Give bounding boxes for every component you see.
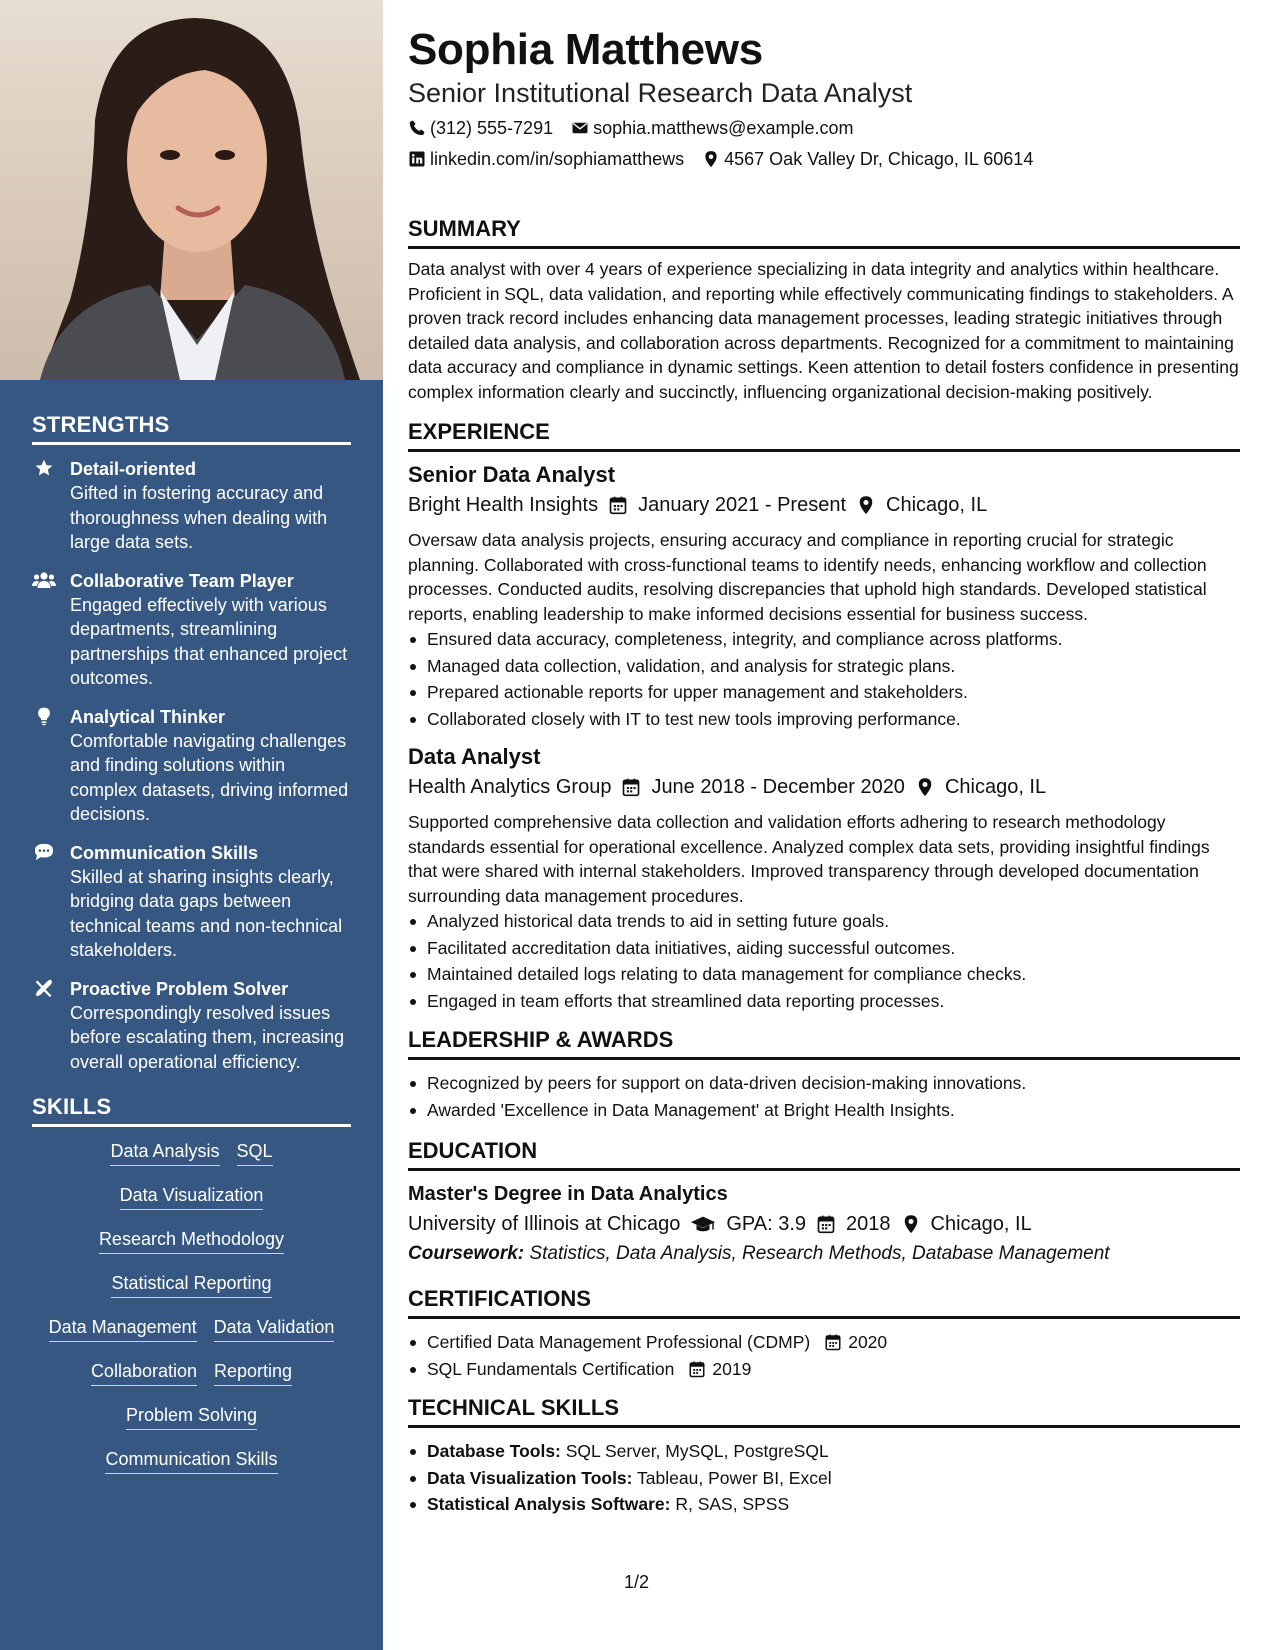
leadership-list xyxy=(408,1070,1240,1123)
strength-item xyxy=(32,841,351,963)
gpa-text: GPA: 3.9 xyxy=(726,1213,807,1235)
strength-item xyxy=(32,705,351,827)
technical-skill-label: Data Visualization Tools: xyxy=(427,1467,633,1488)
tools-icon xyxy=(32,978,56,998)
job-bullet: Engaged in team efforts that streamlined data reporting processes. xyxy=(408,988,1240,1015)
job-bullet: Prepared actionable reports for upper management and stakeholders. xyxy=(408,679,1240,706)
technical-skill-value: R, SAS, SPSS xyxy=(675,1494,790,1514)
users-icon xyxy=(32,570,56,590)
school-location: Chicago, IL xyxy=(930,1213,1032,1235)
job-description: Supported comprehensive data collection and validation efforts adhering to research methodology standards essential for operational excellence. Analyzed complex data sets, providing insightful findings that were shared with internal stakeholders. Improved transparency through developed documentation surrounding data management procedures. xyxy=(408,812,1210,906)
certifications-list xyxy=(408,1329,1240,1382)
strength-title: Proactive Problem Solver xyxy=(70,978,289,999)
calendar-icon xyxy=(816,1214,836,1234)
phone-text: (312) 555-7291 xyxy=(430,118,554,138)
coursework-label: Coursework: xyxy=(408,1243,525,1264)
phone-contact[interactable] xyxy=(408,114,553,142)
leadership-heading: LEADERSHIP & AWARDS xyxy=(408,1026,1240,1060)
summary-heading: SUMMARY xyxy=(408,215,1240,249)
linkedin-contact[interactable] xyxy=(408,145,684,173)
coursework xyxy=(408,1239,1240,1269)
technical-skill-value: Tableau, Power BI, Excel xyxy=(637,1467,832,1488)
strength-desc: Skilled at sharing insights clearly, bridging data gaps between technical teams and non-technical stakeholders. xyxy=(70,866,343,960)
phone-icon xyxy=(408,119,426,137)
technical-skill-value: SQL Server, MySQL, PostgreSQL xyxy=(565,1441,829,1461)
summary-text: Data analyst with over 4 years of experience specializing in data integrity and analytics within healthcare. Proficient in SQL, data validation, and reporting while effectively communicating findings to stakeholders. A proven track record includes enhancing data management processes, leading strategic initiatives through detailed data analysis, and collaboration across departments. Recognized for a commitment to maintaining data accuracy and compliance in dynamic settings. Keen attention to detail fosters confidence in presenting complex information clearly and succinctly, influencing organizational decision-making positively. xyxy=(408,259,1239,402)
graduation-cap-icon xyxy=(690,1214,716,1234)
page-number: 1/2 xyxy=(624,1572,650,1592)
job-bullet: Maintained detailed logs relating to data management for compliance checks. xyxy=(408,961,1240,988)
candidate-title: Senior Institutional Research Data Analyst xyxy=(408,78,913,108)
skill-tag: Data Validation xyxy=(214,1315,335,1342)
calendar-icon xyxy=(621,777,641,797)
certification-name: Certified Data Management Professional (CDMP) xyxy=(427,1332,811,1352)
skill-tag: Data Analysis xyxy=(110,1139,219,1166)
strength-desc: Comfortable navigating challenges and finding solutions within complex datasets, driving informed decisions. xyxy=(70,730,349,824)
star-icon xyxy=(32,458,56,478)
address-contact xyxy=(702,145,1033,173)
linkedin-icon xyxy=(408,150,426,168)
job-company: Health Analytics Group xyxy=(408,776,612,798)
job-bullet: Facilitated accreditation data initiatives, aiding successful outcomes. xyxy=(408,935,1240,962)
graduation-year: 2018 xyxy=(846,1213,891,1235)
strength-title: Detail-oriented xyxy=(70,459,197,479)
certifications-heading: CERTIFICATIONS xyxy=(408,1285,1240,1319)
strength-item xyxy=(32,569,351,691)
profile-photo xyxy=(0,0,383,380)
skill-tag: Statistical Reporting xyxy=(111,1271,271,1298)
strength-desc: Gifted in fostering accuracy and thoroughness when dealing with large data sets. xyxy=(70,483,328,552)
coursework-text: Statistics, Data Analysis, Research Methods, Database Management xyxy=(529,1243,1110,1264)
certification-name: SQL Fundamentals Certification xyxy=(427,1358,675,1379)
job-title: Senior Data Analyst xyxy=(408,462,616,487)
linkedin-text: linkedin.com/in/sophiamatthews xyxy=(430,149,685,169)
strength-title: Analytical Thinker xyxy=(70,706,226,727)
degree-title: Master's Degree in Data Analytics xyxy=(408,1183,728,1205)
strength-title: Communication Skills xyxy=(70,842,259,863)
strength-desc: Correspondingly resolved issues before escalating them, increasing overall operational efficiency. xyxy=(70,1002,345,1072)
strength-desc: Engaged effectively with various departments, streamlining partnerships that enhanced project outcomes. xyxy=(70,594,348,688)
job-bullet: Ensured data accuracy, completeness, integrity, and compliance across platforms. xyxy=(408,626,1240,653)
main-content xyxy=(408,24,1240,1518)
map-pin-icon xyxy=(901,1214,921,1234)
job-dates: January 2021 - Present xyxy=(638,494,847,516)
technical-skill-label: Statistical Analysis Software: xyxy=(427,1494,671,1514)
strengths-heading: STRENGTHS xyxy=(32,412,351,445)
technical-skill-item xyxy=(408,1438,1240,1465)
job-dates: June 2018 - December 2020 xyxy=(651,776,905,798)
job-entry xyxy=(408,460,1240,732)
certification-year: 2019 xyxy=(712,1358,752,1379)
email-contact[interactable] xyxy=(571,114,853,142)
technical-skills-list xyxy=(408,1438,1240,1518)
skill-tag: Data Visualization xyxy=(120,1183,264,1210)
skill-tag: Reporting xyxy=(214,1359,292,1386)
job-bullets xyxy=(408,626,1240,732)
strength-item xyxy=(32,977,351,1075)
technical-skill-item xyxy=(408,1465,1240,1492)
technical-skills-heading: TECHNICAL SKILLS xyxy=(408,1394,1240,1428)
technical-skill-item xyxy=(408,1491,1240,1518)
envelope-icon xyxy=(571,119,589,137)
job-title: Data Analyst xyxy=(408,744,541,769)
leadership-item: Awarded 'Excellence in Data Management' at Bright Health Insights. xyxy=(408,1097,1240,1124)
lightbulb-icon xyxy=(32,706,56,726)
job-location: Chicago, IL xyxy=(886,494,988,516)
skill-tag: Problem Solving xyxy=(126,1403,257,1430)
skill-tag: SQL xyxy=(237,1139,273,1166)
map-pin-icon xyxy=(856,495,876,515)
leadership-item: Recognized by peers for support on data-driven decision-making innovations. xyxy=(408,1070,1240,1097)
certification-item xyxy=(408,1329,1240,1356)
calendar-icon xyxy=(608,495,628,515)
strength-title: Collaborative Team Player xyxy=(70,570,294,591)
skill-tag: Collaboration xyxy=(91,1359,197,1386)
candidate-name: Sophia Matthews xyxy=(408,25,763,74)
chat-icon xyxy=(32,842,56,862)
skill-tag: Communication Skills xyxy=(105,1447,277,1474)
job-bullet: Collaborated closely with IT to test new tools improving performance. xyxy=(408,706,1240,733)
address-text: 4567 Oak Valley Dr, Chicago, IL 60614 xyxy=(724,149,1034,169)
job-bullet: Analyzed historical data trends to aid in setting future goals. xyxy=(408,908,1240,935)
strength-item xyxy=(32,457,351,555)
education-heading: EDUCATION xyxy=(408,1137,1240,1171)
calendar-icon xyxy=(824,1333,842,1351)
skills-heading: SKILLS xyxy=(32,1094,351,1127)
job-bullet: Managed data collection, validation, and analysis for strategic plans. xyxy=(408,653,1240,680)
certification-item xyxy=(408,1356,1240,1383)
job-description: Oversaw data analysis projects, ensuring accuracy and compliance in reporting crucial for strategic planning. Collaborated with cross-functional teams to identify needs, enhancing workflow and collection processes. Conducted audits, resolving discrepancies that uphold high standards. Developed statistical reports, enabling leadership to make informed decisions essential for business success. xyxy=(408,530,1207,624)
school-name: University of Illinois at Chicago xyxy=(408,1213,681,1235)
technical-skill-label: Database Tools: xyxy=(427,1441,561,1461)
skill-tag: Data Management xyxy=(49,1315,197,1342)
job-entry xyxy=(408,742,1240,1014)
email-text: sophia.matthews@example.com xyxy=(593,118,854,138)
job-company: Bright Health Insights xyxy=(408,494,599,516)
calendar-icon xyxy=(688,1360,706,1378)
sidebar xyxy=(0,0,383,1650)
experience-heading: EXPERIENCE xyxy=(408,418,1240,452)
map-pin-icon xyxy=(702,150,720,168)
certification-year: 2020 xyxy=(848,1332,888,1352)
job-bullets xyxy=(408,908,1240,1014)
skill-tag: Research Methodology xyxy=(99,1227,284,1254)
job-location: Chicago, IL xyxy=(944,776,1047,798)
map-pin-icon xyxy=(915,777,935,797)
